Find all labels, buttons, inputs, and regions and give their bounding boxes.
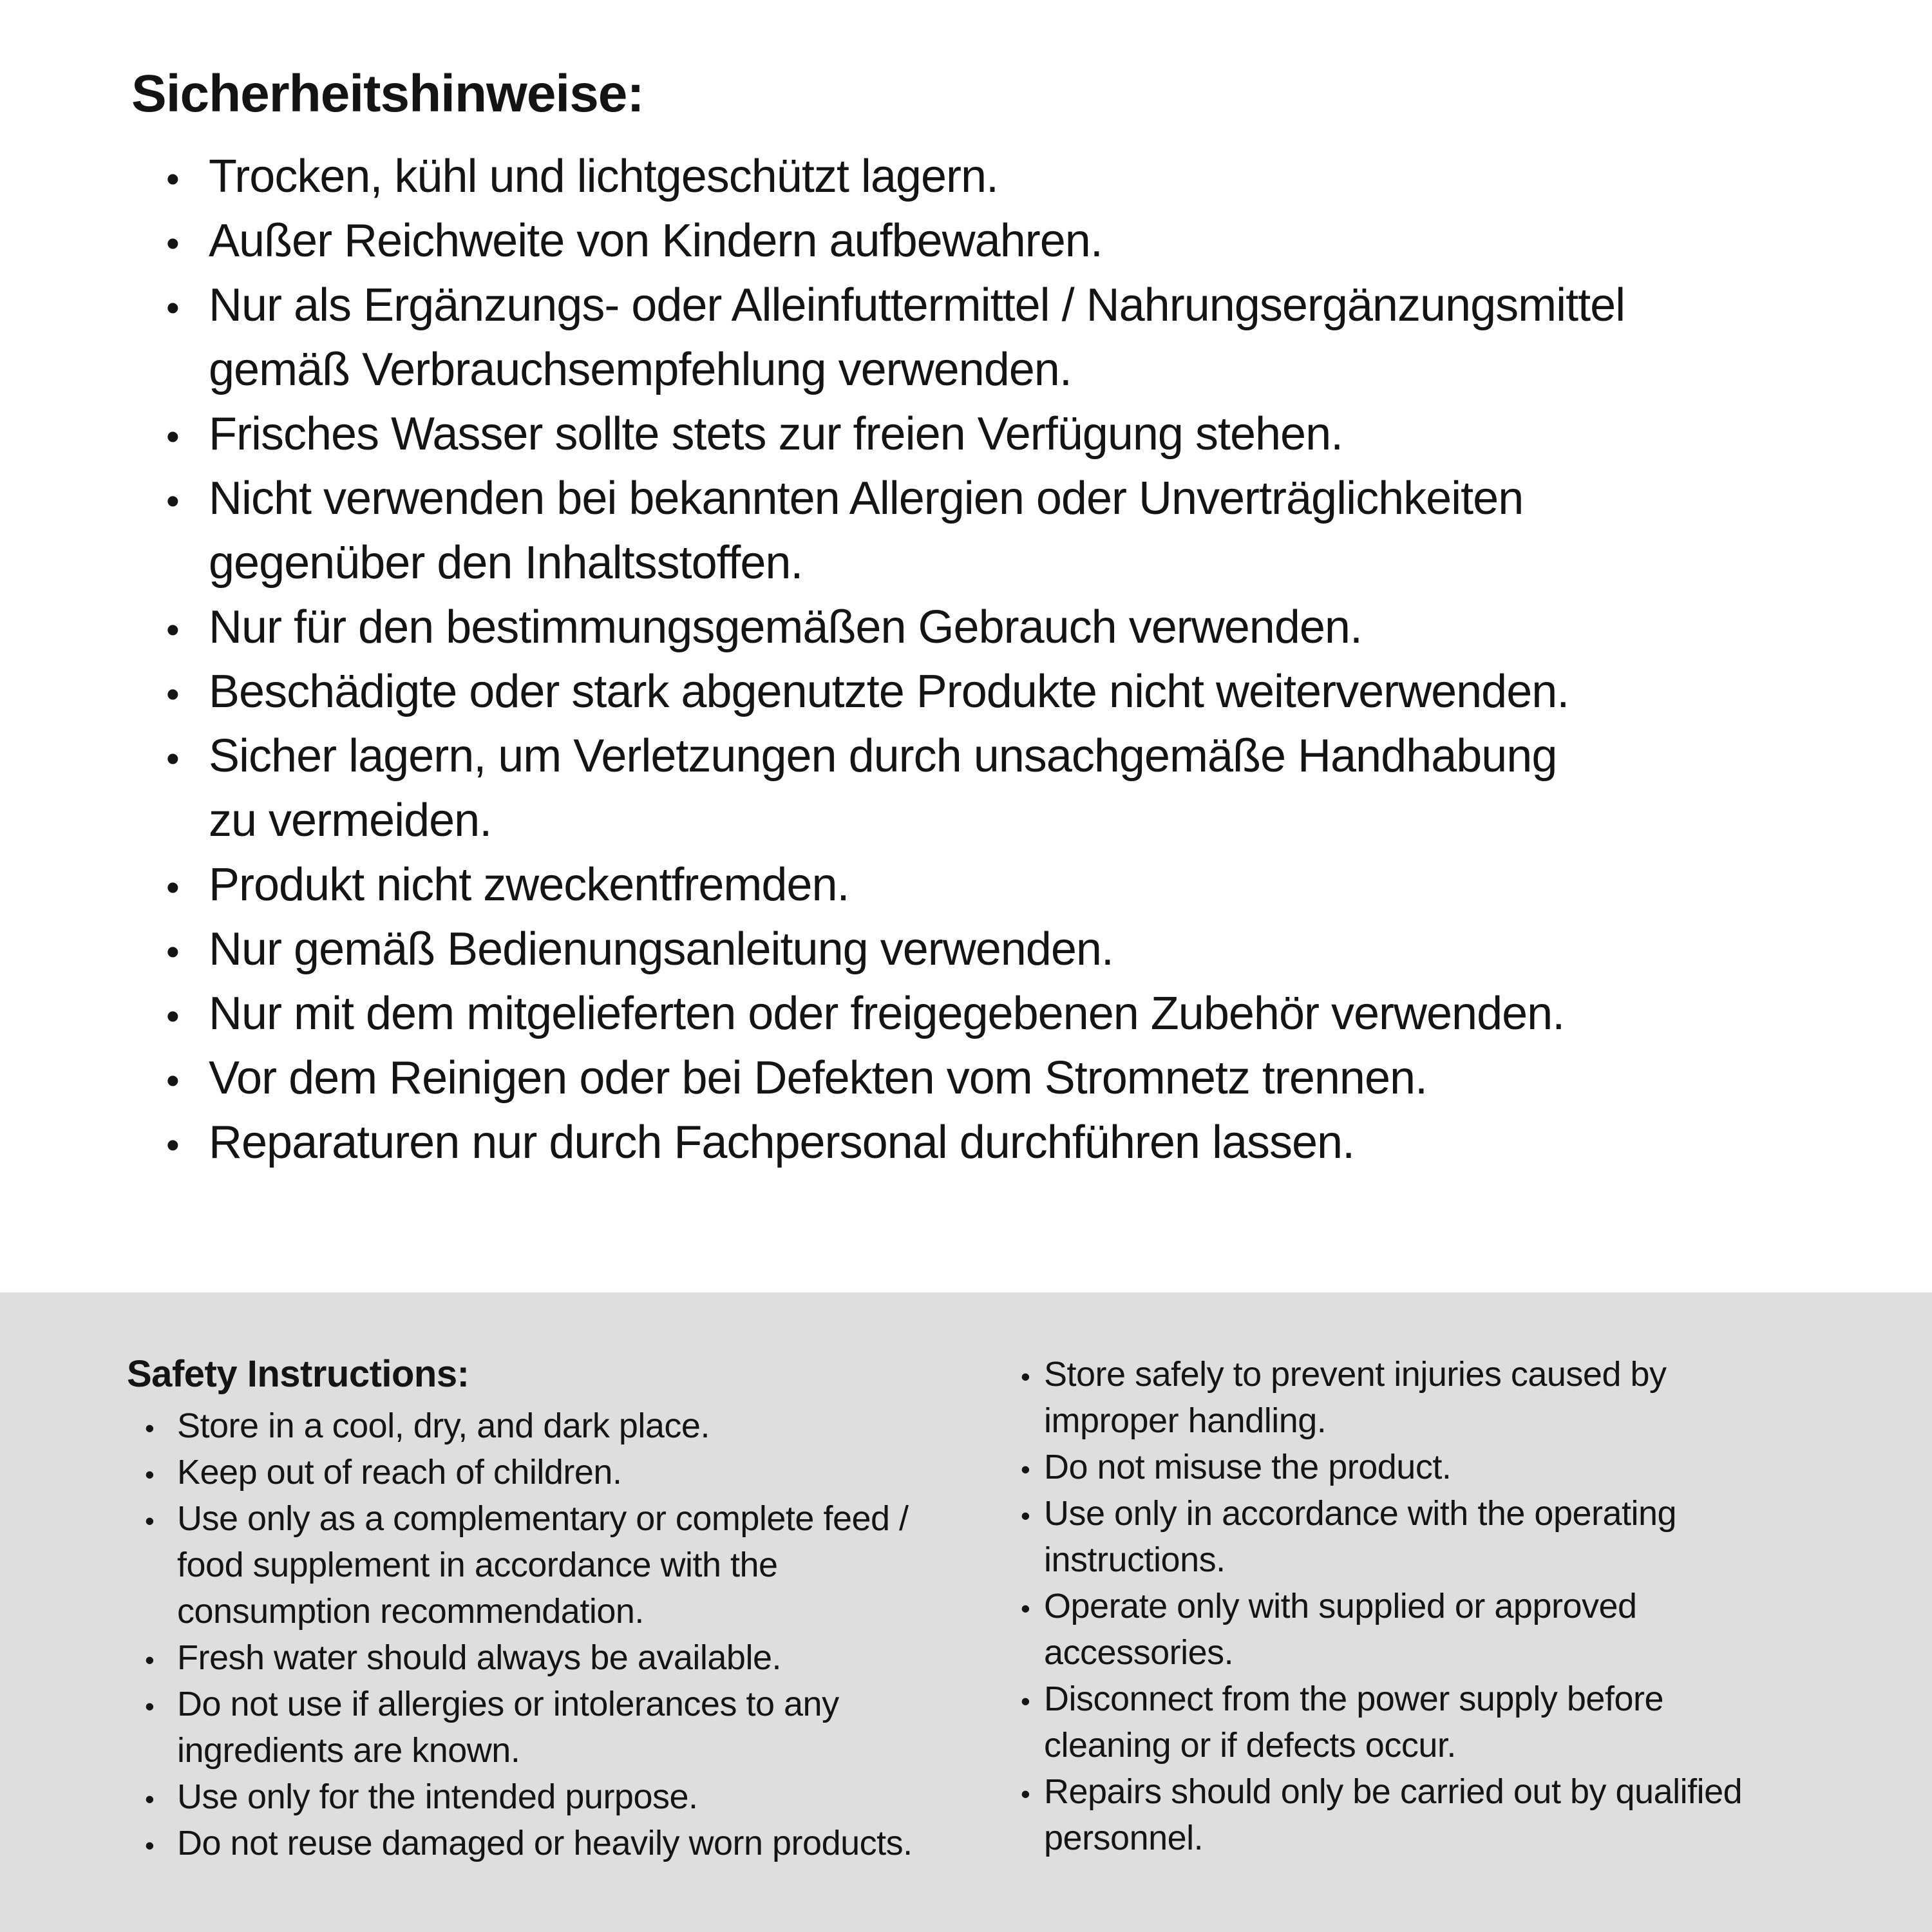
- list-text: Frisches Wasser sollte stets zur freien Verfügung stehen.: [209, 408, 1343, 460]
- bullet-marker: •: [145, 1413, 155, 1443]
- list-text: accessories.: [1044, 1633, 1234, 1672]
- list-line: [0, 1490, 1932, 1537]
- english-safety-heading: Safety Instructions:: [127, 1353, 469, 1395]
- bullet-marker: •: [166, 609, 179, 651]
- bullet-marker: •: [145, 1645, 155, 1675]
- list-line: [0, 337, 1932, 402]
- german-safety-heading: Sicherheitshinweise:: [131, 64, 644, 123]
- list-line: [0, 1583, 1932, 1629]
- bullet-marker: •: [166, 866, 179, 909]
- list-text: ingredients are known.: [177, 1731, 520, 1770]
- bullet-marker: •: [166, 931, 179, 973]
- list-text: Do not use if allergies or intolerances to any: [177, 1685, 839, 1723]
- list-line: [0, 1397, 1932, 1444]
- bullet-marker: •: [166, 737, 179, 780]
- list-text: Sicher lagern, um Verletzungen durch unsachgemäße Handhabung: [209, 730, 1557, 782]
- bullet-marker: •: [166, 1124, 179, 1166]
- list-line: [0, 1629, 1932, 1676]
- list-text: Operate only with supplied or approved: [1044, 1587, 1637, 1625]
- list-text: Nicht verwenden bei bekannten Allergien oder Unverträglichkeiten: [209, 473, 1524, 524]
- list-line: [0, 1444, 1932, 1490]
- list-line: [0, 402, 1932, 466]
- list-text: Keep out of reach of children.: [177, 1453, 622, 1492]
- list-text: Nur mit dem mitgelieferten oder freigegebenen Zubehör verwenden.: [209, 988, 1565, 1039]
- list-line: [0, 724, 1932, 788]
- list-line: [0, 853, 1932, 917]
- list-text: Nur als Ergänzungs- oder Alleinfuttermittel / Nahrungsergänzungsmittel: [209, 279, 1625, 331]
- list-line: [0, 917, 1932, 981]
- bullet-marker: •: [166, 158, 179, 200]
- list-text: Reparaturen nur durch Fachpersonal durchführen lassen.: [209, 1117, 1355, 1168]
- bullet-marker: •: [1021, 1454, 1030, 1484]
- bullet-marker: •: [145, 1506, 155, 1536]
- list-line: [0, 1722, 1932, 1768]
- list-text: Use only as a complementary or complete feed /: [177, 1499, 909, 1538]
- bullet-marker: •: [145, 1830, 155, 1861]
- bullet-marker: •: [166, 673, 179, 715]
- list-text: personnel.: [1044, 1819, 1204, 1857]
- list-text: Use only for the intended purpose.: [177, 1777, 698, 1816]
- list-line: [0, 1815, 1932, 1861]
- list-text: consumption recommendation.: [177, 1592, 644, 1631]
- list-line: [0, 1046, 1932, 1110]
- list-text: Do not misuse the product.: [1044, 1448, 1452, 1486]
- list-line: [0, 595, 1932, 659]
- list-text: gegenüber den Inhaltsstoffen.: [209, 537, 803, 589]
- bullet-marker: •: [1021, 1501, 1030, 1531]
- list-text: Vor dem Reinigen oder bei Defekten vom Stromnetz trennen.: [209, 1052, 1428, 1104]
- list-line: [0, 531, 1932, 595]
- list-text: Store safely to prevent injuries caused by: [1044, 1355, 1667, 1394]
- list-text: Beschädigte oder stark abgenutzte Produkte nicht weiterverwenden.: [209, 666, 1569, 717]
- list-text: Nur gemäß Bedienungsanleitung verwenden.: [209, 923, 1113, 975]
- list-line: [0, 1351, 1932, 1397]
- list-line: [0, 1110, 1932, 1175]
- list-text: cleaning or if defects occur.: [1044, 1726, 1456, 1765]
- list-text: Do not reuse damaged or heavily worn products.: [177, 1824, 913, 1862]
- bullet-marker: •: [166, 287, 179, 329]
- list-text: Trocken, kühl und lichtgeschützt lagern.: [209, 151, 999, 202]
- list-line: [0, 1676, 1932, 1722]
- english-safety-list-right-column: [0, 1351, 1932, 1861]
- bullet-marker: •: [166, 995, 179, 1037]
- list-text: instructions.: [1044, 1540, 1226, 1579]
- list-line: [0, 144, 1932, 209]
- list-text: Store in a cool, dry, and dark place.: [177, 1406, 710, 1445]
- bullet-marker: •: [145, 1691, 155, 1721]
- list-line: [0, 1768, 1932, 1815]
- bullet-marker: •: [166, 1059, 179, 1102]
- list-text: Produkt nicht zweckentfremden.: [209, 859, 849, 911]
- list-line: [0, 788, 1932, 853]
- list-text: Nur für den bestimmungsgemäßen Gebrauch verwenden.: [209, 601, 1362, 653]
- list-text: improper handling.: [1044, 1401, 1327, 1440]
- bullet-marker: •: [1021, 1779, 1030, 1809]
- bullet-marker: •: [145, 1459, 155, 1490]
- list-text: Repairs should only be carried out by qualified: [1044, 1772, 1743, 1811]
- bullet-marker: •: [145, 1784, 155, 1814]
- list-text: Fresh water should always be available.: [177, 1638, 781, 1677]
- bullet-marker: •: [166, 415, 179, 458]
- list-text: Use only in accordance with the operating: [1044, 1494, 1677, 1533]
- bullet-marker: •: [166, 480, 179, 522]
- list-line: [0, 273, 1932, 337]
- list-line: [0, 981, 1932, 1046]
- list-text: food supplement in accordance with the: [177, 1546, 778, 1584]
- list-text: Disconnect from the power supply before: [1044, 1680, 1663, 1718]
- list-line: [0, 209, 1932, 273]
- list-line: [0, 1537, 1932, 1583]
- bullet-marker: •: [1021, 1361, 1030, 1392]
- bullet-marker: •: [1021, 1686, 1030, 1716]
- list-text: zu vermeiden.: [209, 795, 492, 846]
- bullet-marker: •: [166, 222, 179, 265]
- german-safety-list: [0, 144, 1932, 1175]
- list-text: gemäß Verbrauchsempfehlung verwenden.: [209, 344, 1072, 395]
- bullet-marker: •: [1021, 1593, 1030, 1624]
- list-line: [0, 659, 1932, 724]
- list-text: Außer Reichweite von Kindern aufbewahren.: [209, 215, 1103, 267]
- list-line: [0, 466, 1932, 531]
